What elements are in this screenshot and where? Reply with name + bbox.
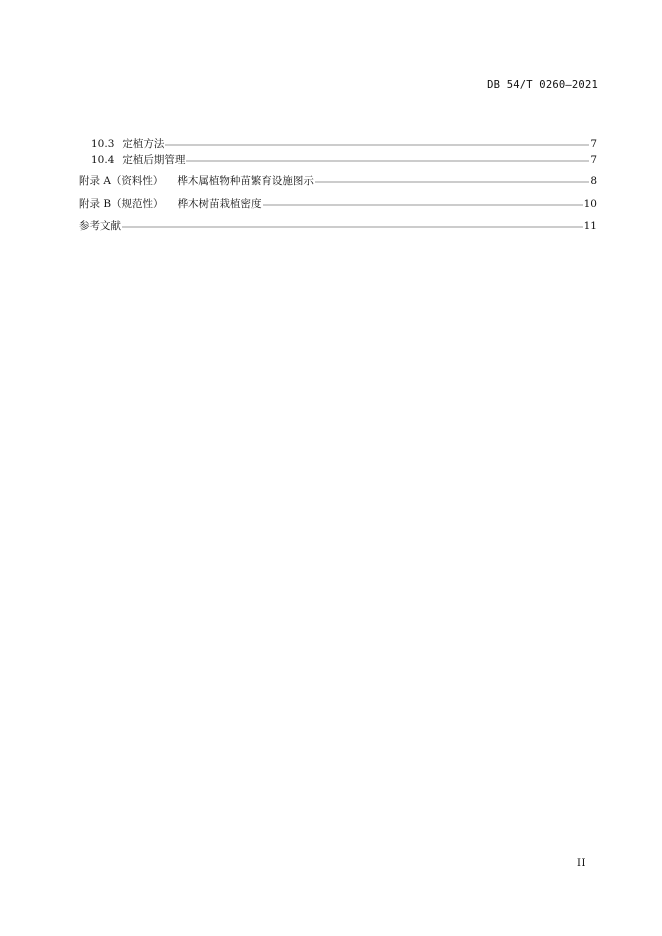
toc-entry-title: 桦木树苗栽植密度 bbox=[177, 198, 262, 210]
toc-entry-appendix-label: 附录 B（规范性） bbox=[79, 198, 164, 210]
toc-entry-number: 10.3 bbox=[91, 138, 115, 150]
toc-dot-leader bbox=[165, 136, 589, 146]
toc-entry-title: 定植后期管理 bbox=[122, 154, 186, 166]
toc-entry-page: 11 bbox=[583, 220, 597, 232]
toc-entry-references[interactable] bbox=[79, 219, 597, 233]
toc-entry-page: 7 bbox=[590, 138, 597, 150]
toc-dot-leader bbox=[186, 152, 589, 162]
toc-entry-title: 桦木属植物种苗繁育设施图示 bbox=[177, 175, 314, 187]
toc-entry-title: 定植方法 bbox=[122, 138, 165, 150]
toc-entry-page: 10 bbox=[583, 198, 597, 210]
toc-entry-appendix-label: 附录 A（资料性） bbox=[79, 175, 164, 187]
document-code: DB 54/T 0260—2021 bbox=[487, 79, 598, 91]
toc-dot-leader bbox=[263, 196, 583, 206]
toc-entry-number: 10.4 bbox=[91, 154, 115, 166]
toc-entry-10-3[interactable] bbox=[91, 137, 597, 151]
toc-entry-title: 参考文献 bbox=[79, 220, 121, 232]
toc-entry-10-4[interactable] bbox=[91, 153, 597, 167]
toc-entry-appendix-b[interactable] bbox=[79, 197, 597, 211]
page-number: II bbox=[577, 858, 586, 869]
toc-entry-appendix-a[interactable] bbox=[79, 174, 597, 188]
toc-dot-leader bbox=[315, 173, 589, 183]
toc-entry-page: 8 bbox=[590, 175, 597, 187]
toc-dot-leader bbox=[122, 218, 583, 228]
toc-entry-page: 7 bbox=[590, 154, 597, 166]
